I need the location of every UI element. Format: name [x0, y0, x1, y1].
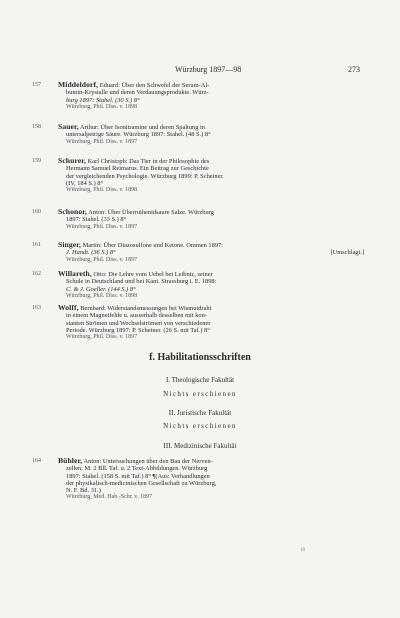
- bibliography-entry: [32, 80, 370, 111]
- entry-source: Würzburg, Phil. Diss. v. 1897: [66, 138, 138, 145]
- entry-number: 162: [32, 271, 41, 277]
- entry-author: Wolff,: [58, 303, 79, 312]
- entry-line: N. F. Bd. 31.): [66, 487, 101, 495]
- entry-author: Middeldorf,: [58, 80, 99, 89]
- entry-line: bumin-Krystalle und deren Verdauungsprodukte. Würz-: [66, 89, 209, 97]
- header-title: Würzburg 1897—98: [175, 65, 242, 74]
- faculty-heading: I. Theologische Fakultät: [165, 376, 235, 384]
- entry-source: Würzburg, Phil. Diss. v. 1898: [66, 292, 138, 299]
- entry-line: der physikalisch-medicinischen Gesellschaft zu Würzburg,: [66, 479, 217, 487]
- entry-line: untersalpetrige Säure. Würzburg 1897: Stahel. (48 S.) 8°: [66, 131, 211, 139]
- entry-source: Würzburg, Phil. Diss. v. 1898: [66, 103, 138, 110]
- entry-line: Periode. Würzburg 1897: P. Scheiner. (26 S. mit Taf.) 8°: [66, 326, 210, 334]
- bibliography-entry: [32, 156, 370, 194]
- entry-line: (IV, 184 S.) 8°: [66, 179, 104, 187]
- faculty-note: Nichts erschienen: [163, 390, 237, 398]
- bibliography-entry: [32, 240, 370, 264]
- entry-number: 159: [32, 158, 41, 164]
- entry-line: Karl Christoph: Das Tier in der Philosophie des: [87, 158, 210, 165]
- entry-line: Arthur: Über Isonitramine und deren Spaltung in: [80, 124, 205, 131]
- entry-line: Anton: Untersuchungen über den Bau der Nerven-: [83, 458, 213, 465]
- bibliography-entry: [32, 456, 370, 502]
- entry-author: Bühler,: [58, 456, 83, 465]
- entry-number: 161: [32, 242, 41, 248]
- entry-number: 158: [32, 124, 41, 130]
- entry-source: Würzburg, Phil. Diss. v. 1897: [66, 334, 138, 341]
- section-title: f. Habilitationsschriften: [149, 352, 251, 363]
- entry-number: 163: [32, 305, 41, 311]
- entry-author: Sauer,: [58, 122, 79, 131]
- entry-note: [Umschlagt.]: [330, 249, 364, 257]
- bibliography-entry: [32, 269, 370, 300]
- entry-line: zellen. M. 2 Bll. Taf. u. 2 Text-Abbildungen. Würzburg: [66, 465, 208, 473]
- entry-source: Würzburg, Phil. Diss. v. 1897: [66, 223, 138, 230]
- entry-line: 1897: Stahel. (33 S.) 8°: [66, 216, 127, 224]
- signature-mark: 18: [300, 548, 305, 553]
- entry-author: Schurer,: [58, 156, 87, 165]
- entry-number: 160: [32, 209, 41, 215]
- bibliography-entry: [32, 207, 370, 231]
- entry-number: 164: [32, 458, 41, 464]
- faculty-heading: III. Medizinische Fakultät: [163, 442, 237, 450]
- entry-author: Singer,: [58, 240, 81, 249]
- faculty-note: Nichts erschienen: [163, 422, 237, 430]
- entry-line: Hermann Samuel Reimarus. Ein Beitrag zur Geschichte: [66, 165, 209, 173]
- entry-source: Würzburg, Phil. Diss. v. 1897: [66, 256, 138, 263]
- entry-line: der vergleichenden Psychologie. Würzburg 1899: P. Scheiner.: [66, 172, 224, 180]
- entry-line: in einem Magnetfelde u. ausserhalb desselben mit kon-: [66, 312, 207, 320]
- entry-line: Bernhard: Widerstandsmessungen bei Wismutdraht: [80, 305, 212, 312]
- entry-line: Anton: Über Überruthenidsaure Salze. Würzburg: [88, 209, 214, 216]
- bibliography-entry: [32, 122, 370, 146]
- entry-line: Schule in Deutschland und bei Kant. Strassburg i. E. 1898:: [66, 278, 217, 286]
- entry-line: J. Handt. (36 S.) 8°: [66, 249, 116, 257]
- entry-line: Otto: Die Lehre vom Uebel bei Leibniz, seiner: [93, 271, 213, 278]
- entry-line: C. & J. Goeller. (144 S.) 8°: [66, 285, 136, 293]
- entry-line: burg 1897: Stahel. (30 S.) 8°: [66, 96, 140, 104]
- running-header: [0, 65, 400, 77]
- faculty-heading: II. Juristische Fakultät: [168, 409, 232, 417]
- entry-line: Martin: Über Diazosulfone und Ketone. Ommen 1897:: [82, 242, 223, 249]
- entry-author: Willareth,: [58, 269, 92, 278]
- entry-line: 1897: Stahel. (158 S. mit Taf.) 8° ¶(Aus: Verhandlungen: [66, 472, 210, 480]
- entry-source: Würzburg, Phil. Diss. v. 1898: [66, 187, 138, 194]
- page-number: 273: [348, 65, 360, 74]
- entry-author: Schonor,: [58, 207, 88, 216]
- entry-source: Würzburg, Med. Hab.-Schr. v. 1897: [66, 494, 152, 501]
- entry-line: stanten Strömen und Wechselströmen von verschiedener: [66, 319, 211, 327]
- entry-number: 157: [32, 82, 41, 88]
- bibliography-entry: [32, 303, 370, 341]
- entry-line: Eduard: Über den Schwefel der Serum-Al-: [99, 82, 210, 89]
